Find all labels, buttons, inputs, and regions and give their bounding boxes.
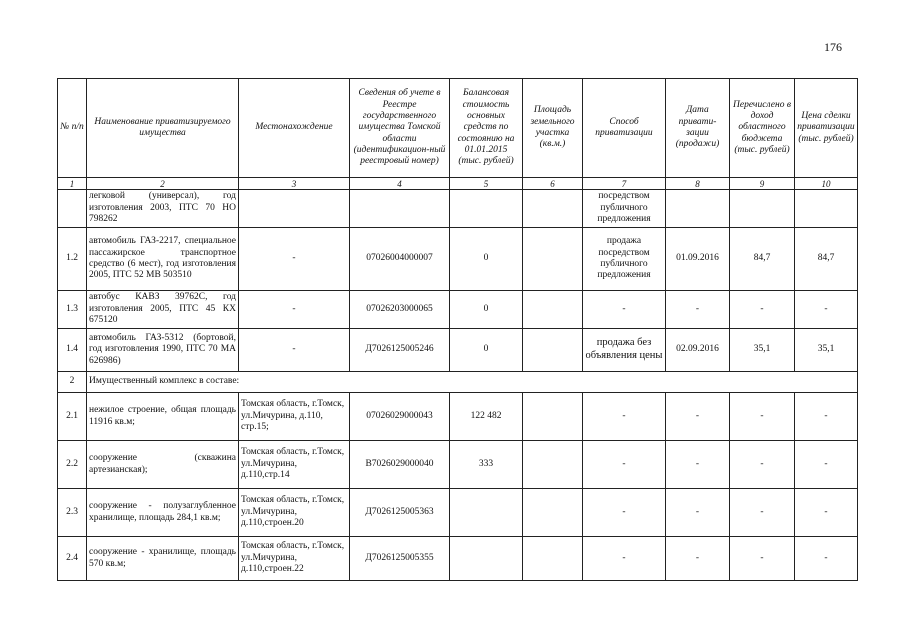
cell-price	[795, 190, 858, 228]
section-row	[58, 372, 858, 393]
cell-num: 2.4	[58, 537, 87, 581]
header-budget: Перечислено в доход областного бюджета (тыс. рублей)	[730, 79, 795, 178]
cell-budget: -	[730, 393, 795, 441]
header-date: Дата привати-зации (продажи)	[666, 79, 730, 178]
column-numbers-row	[58, 178, 858, 190]
cell-area	[523, 393, 583, 441]
cell-price: 35,1	[795, 329, 858, 372]
cell-registry: 07026203000065	[350, 291, 450, 329]
cell-method: продажа посредством публичного предложения	[583, 228, 666, 291]
cell-registry: 07026004000007	[350, 228, 450, 291]
cell-balance	[450, 537, 523, 581]
cell-name: нежилое строение, общая площадь 11916 кв.м;	[87, 393, 239, 441]
column-number: 8	[666, 178, 730, 190]
column-number: 1	[58, 178, 87, 190]
cell-location: -	[239, 329, 350, 372]
column-number: 2	[87, 178, 239, 190]
column-number: 9	[730, 178, 795, 190]
cell-budget: -	[730, 291, 795, 329]
cell-balance: 333	[450, 441, 523, 489]
cell-location: -	[239, 291, 350, 329]
cell-price: -	[795, 537, 858, 581]
cell-date: -	[666, 291, 730, 329]
column-number: 7	[583, 178, 666, 190]
page-number: 176	[824, 40, 842, 54]
header-row	[58, 79, 858, 178]
cell-registry: Д7026125005363	[350, 489, 450, 537]
cell-date: 02.09.2016	[666, 329, 730, 372]
cell-registry: Д7026125005246	[350, 329, 450, 372]
cell-balance	[450, 489, 523, 537]
cell-budget: 35,1	[730, 329, 795, 372]
cell-location: Томская область, г.Томск, ул.Мичурина, д.110,строен.22	[239, 537, 350, 581]
cell-num: 1.2	[58, 228, 87, 291]
table-row	[58, 190, 858, 228]
cell-price: -	[795, 393, 858, 441]
cell-balance: 0	[450, 291, 523, 329]
cell-balance	[450, 190, 523, 228]
cell-name: автомобиль ГАЗ-5312 (бортовой, год изготовления 1990, ПТС 70 МА 626986)	[87, 329, 239, 372]
column-number: 6	[523, 178, 583, 190]
cell-location: -	[239, 228, 350, 291]
table-row	[58, 489, 858, 537]
cell-method: -	[583, 489, 666, 537]
cell-location: Томская область, г.Томск, ул.Мичурина, д.110, стр.15;	[239, 393, 350, 441]
cell-balance: 122 482	[450, 393, 523, 441]
cell-name: автобус КАВЗ 39762С, год изготовления 2005, ПТС 45 КХ 675120	[87, 291, 239, 329]
cell-num	[58, 190, 87, 228]
cell-area	[523, 329, 583, 372]
cell-method: -	[583, 441, 666, 489]
cell-area	[523, 228, 583, 291]
cell-area	[523, 291, 583, 329]
header-name: Наименование приватизируемого имущества	[87, 79, 239, 178]
cell-method: продажа без объявления цены	[583, 329, 666, 372]
cell-area	[523, 537, 583, 581]
column-number: 3	[239, 178, 350, 190]
cell-location: Томская область, г.Томск, ул.Мичурина, д.110,строен.20	[239, 489, 350, 537]
header-area: Площадь земельного участка (кв.м.)	[523, 79, 583, 178]
table-row	[58, 291, 858, 329]
header-price: Цена сделки приватизации (тыс. рублей)	[795, 79, 858, 178]
cell-balance: 0	[450, 329, 523, 372]
cell-registry: 07026029000043	[350, 393, 450, 441]
cell-location: Томская область, г.Томск, ул.Мичурина, д.110,стр.14	[239, 441, 350, 489]
cell-budget	[730, 190, 795, 228]
header-registry: Сведения об учете в Реестре государственного имущества Томской области (идентификацион-ный реестровый номер)	[350, 79, 450, 178]
header-method: Способ приватизации	[583, 79, 666, 178]
cell-method: -	[583, 537, 666, 581]
cell-area	[523, 489, 583, 537]
cell-price: -	[795, 291, 858, 329]
cell-budget: -	[730, 441, 795, 489]
cell-budget: 84,7	[730, 228, 795, 291]
cell-registry: Д7026125005355	[350, 537, 450, 581]
table-row	[58, 537, 858, 581]
cell-location	[239, 190, 350, 228]
cell-price: -	[795, 489, 858, 537]
cell-date: -	[666, 489, 730, 537]
cell-name: сооружение - полузаглубленное хранилище, площадь 284,1 кв.м;	[87, 489, 239, 537]
cell-name: сооружение - хранилище, площадь 570 кв.м;	[87, 537, 239, 581]
cell-method: посредством публичного предложения	[583, 190, 666, 228]
cell-date: 01.09.2016	[666, 228, 730, 291]
cell-name: сооружение (скважина артезианская);	[87, 441, 239, 489]
header-location: Местонахождение	[239, 79, 350, 178]
cell-method: -	[583, 393, 666, 441]
cell-price: -	[795, 441, 858, 489]
section-title: Имущественный комплекс в составе:	[87, 372, 858, 393]
cell-method: -	[583, 291, 666, 329]
column-number: 4	[350, 178, 450, 190]
cell-balance: 0	[450, 228, 523, 291]
table-row	[58, 329, 858, 372]
cell-num: 2	[58, 372, 87, 393]
column-number: 10	[795, 178, 858, 190]
cell-date: -	[666, 441, 730, 489]
header-balance: Балансовая стоимость основных средств по состоянию на 01.01.2015 (тыс. рублей)	[450, 79, 523, 178]
table-row	[58, 441, 858, 489]
privatization-table	[57, 78, 858, 581]
cell-registry: В7026029000040	[350, 441, 450, 489]
cell-area	[523, 190, 583, 228]
cell-registry	[350, 190, 450, 228]
column-number: 5	[450, 178, 523, 190]
cell-num: 2.1	[58, 393, 87, 441]
cell-num: 2.3	[58, 489, 87, 537]
cell-budget: -	[730, 489, 795, 537]
cell-area	[523, 441, 583, 489]
cell-num: 2.2	[58, 441, 87, 489]
cell-date: -	[666, 537, 730, 581]
cell-name: автомобиль ГАЗ-2217, специальное пассажирское транспортное средство (6 мест), год изготовления 2005, ПТС 52 МВ 503510	[87, 228, 239, 291]
cell-num: 1.4	[58, 329, 87, 372]
cell-date: -	[666, 393, 730, 441]
table-row	[58, 393, 858, 441]
cell-price: 84,7	[795, 228, 858, 291]
header-num: № п/п	[58, 79, 87, 178]
cell-budget: -	[730, 537, 795, 581]
cell-date	[666, 190, 730, 228]
table-row	[58, 228, 858, 291]
cell-num: 1.3	[58, 291, 87, 329]
cell-name: легковой (универсал), год изготовления 2003, ПТС 70 НО 798262	[87, 190, 239, 228]
